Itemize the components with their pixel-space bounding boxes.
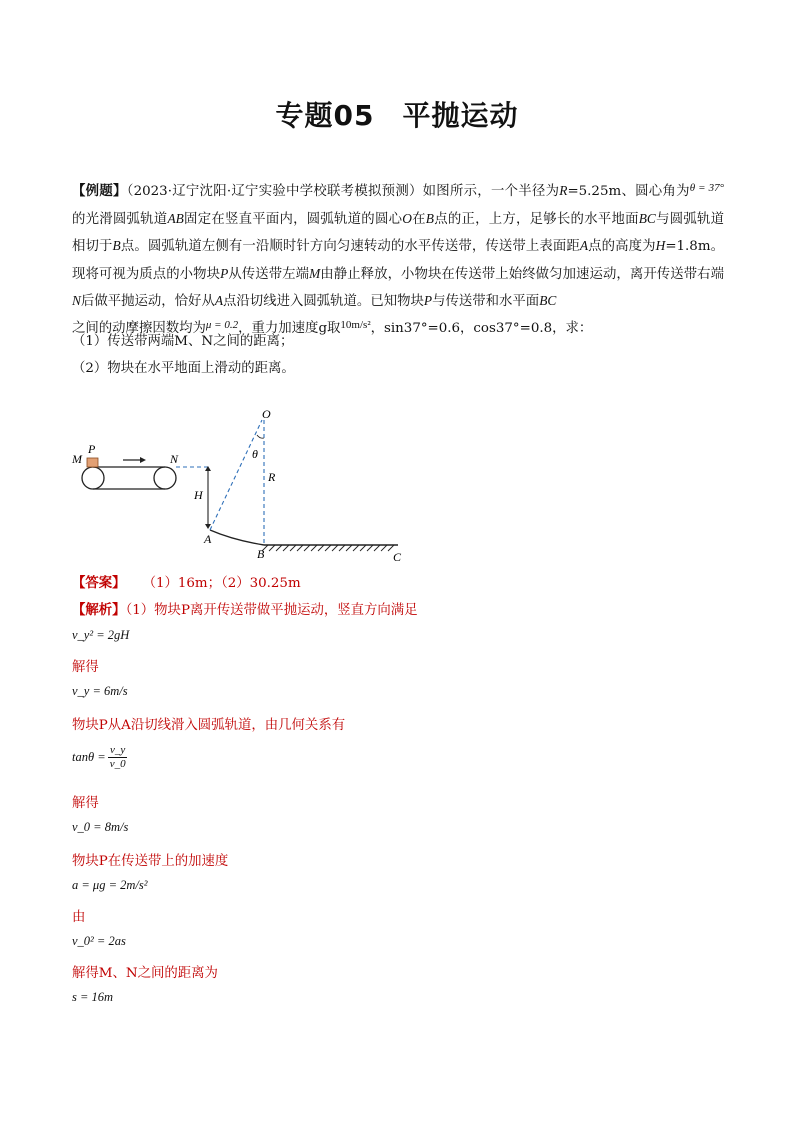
question-2: （2）物块在水平地面上滑动的距离。 (72, 361, 295, 376)
equation-2: v_y = 6m/s (72, 684, 128, 698)
label-h: H (194, 488, 203, 502)
physics-figure (68, 405, 408, 570)
label-p: P (88, 442, 96, 456)
analysis-text-4: 由 (72, 910, 86, 925)
solve-label-2: 解得 (72, 796, 99, 811)
equation-1: v_y² = 2gH (72, 628, 130, 642)
label-n: N (170, 452, 179, 466)
solve-label-1: 解得 (72, 660, 99, 675)
equation-3: tanθ = $\frac{v\_y}{v\_0}$ (72, 744, 126, 770)
question-1: （1）传送带两端M、N之间的距离； (72, 334, 294, 349)
label-a: A (204, 532, 212, 546)
analysis-text-3: 物块P在传送带上的加速度 (72, 854, 229, 869)
block-p (87, 458, 98, 467)
equation-6: v_0² = 2as (72, 934, 126, 948)
page-title: 专题05 平抛运动 (275, 99, 519, 132)
analysis-text-2: 物块P从A沿切线滑入圆弧轨道，由几何关系有 (72, 718, 346, 733)
arc-track-ab (210, 530, 264, 545)
label-theta: θ (252, 447, 258, 461)
label-m: M (72, 452, 82, 466)
label-o: O (262, 407, 271, 421)
label-b: B (257, 547, 265, 561)
conveyor-right-roller (154, 467, 176, 489)
analysis-intro: 【解析】（1）物块P离开传送带做平抛运动，竖直方向满足 (72, 602, 418, 618)
problem-statement: 【例题】（2023·辽宁沈阳·辽宁实验中学校联考模拟预测）如图所示，一个半径为R=5.25m、圆心角为$^{\theta = 37^\circ}$的光滑圆弧轨道AB固定在竖直平面内，圆弧轨道的圆心O在B点的正，上方，足够长的水平地面BC与圆弧轨道相切于B点。圆弧轨道左侧有一沿顺时针方向匀速转动的水平传送带，传送带上表面距A点的高度为H=1.8m。现将可视为质点的小物块P从传送带左端M由静止释放，小物块在传送带上始终做匀加速运动，离开传送带右端N后做平抛运动，恰好从A点沿切线进入圆弧轨道。已知物块P与传送带和水平面BC 之间的动摩擦因数均为$^{\mu = 0.2}$，重力加速度g取$^{10m/s^2}$，sin37°=0.6，cos37°=0.8，求： (72, 182, 725, 336)
answer: 【答案】 （1）16m；（2）30.25m (72, 575, 301, 591)
ground-hatching (262, 545, 394, 551)
equation-7: s = 16m (72, 990, 114, 1004)
label-c: C (393, 550, 402, 564)
analysis-text-5: 解得M、N之间的距离为 (72, 966, 218, 981)
conveyor-left-roller (82, 467, 104, 489)
label-r: R (268, 470, 276, 484)
equation-5: a = μg = 2m/s² (72, 878, 148, 892)
equation-4: v_0 = 8m/s (72, 820, 129, 834)
